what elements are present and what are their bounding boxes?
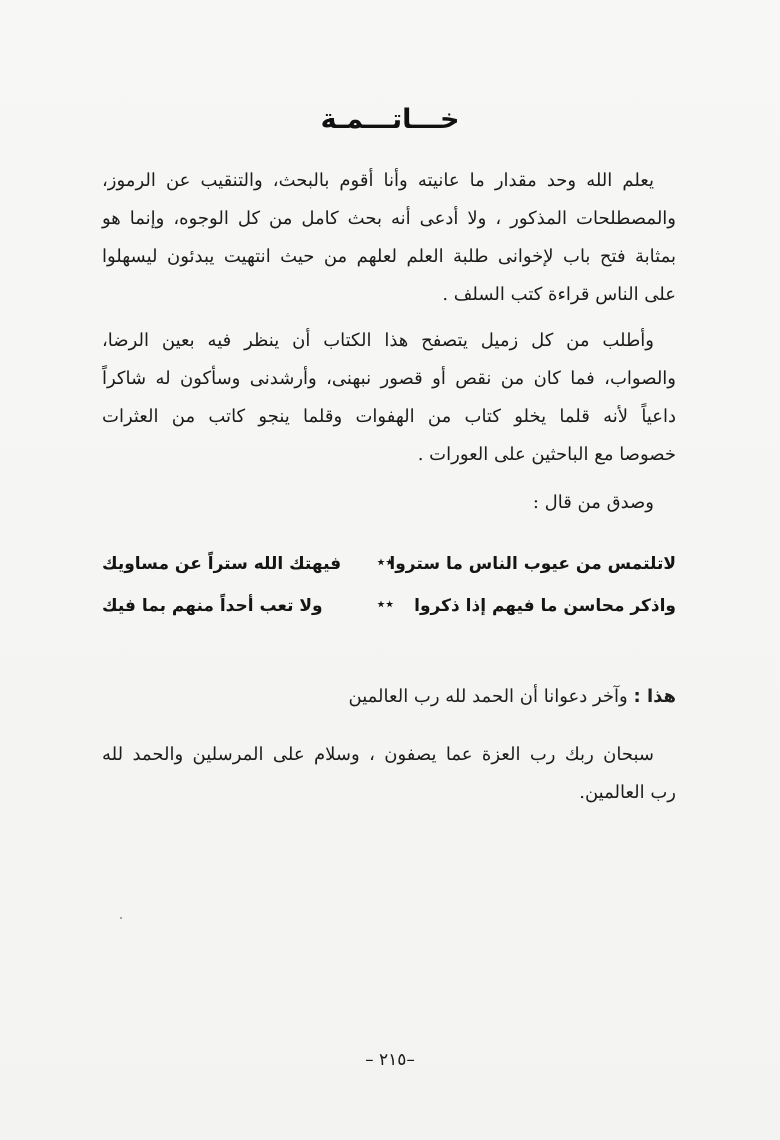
paragraph-line: خصوصا مع الباحثين على العورات . (417, 444, 676, 465)
verse-separator: ٭٭ (376, 594, 394, 613)
paragraph-effort (102, 162, 676, 314)
paragraph-line: سبحان ربك رب العزة عما يصفون ، وسلام على المرسلين والحمد لله (102, 744, 654, 765)
paragraph-line: داعياً لأنه قلما يخلو كتاب من الهفوات وقلما ينجو كاتب من العثرات (102, 406, 676, 427)
page-number: –٢١٥ – (365, 1050, 415, 1070)
paragraph-line: والمصطلحات المذكور ، ولا أدعى أنه بحث كامل من كل الوجوه، وإنما هو (102, 208, 676, 229)
poem-verse (102, 546, 676, 586)
paragraph-line: يعلم الله وحد مقدار ما عانيته وأنا أقوم بالبحث، والتنقيب عن الرموز، (102, 170, 655, 191)
paragraph-request (102, 322, 676, 474)
closing-text: وآخر دعوانا أن الحمد لله رب العالمين (348, 686, 628, 707)
paragraph-line: على الناس قراءة كتب السلف . (442, 284, 676, 305)
closing-lead: هذا : (633, 686, 676, 707)
page-title: خـــاتـــمـة (320, 104, 460, 135)
verse-second-hemistich: ولا تعب أحداً منهم بما فيك (102, 596, 323, 616)
paragraph-line: والصواب، فما كان من نقص أو قصور نبهنى، وأرشدنى وسأكون له شاكراً (102, 368, 676, 389)
verse-first-hemistich: واذكر محاسن ما فيهم إذا ذكروا (414, 596, 676, 616)
quote-intro-line: وصدق من قال : (532, 492, 654, 513)
paragraph-praise (102, 736, 676, 812)
paragraph-line: بمثابة فتح باب لإخوانى طلبة العلم لعلهم من حيث انتهيت يبدئون ليسهلوا (102, 246, 676, 267)
verse-second-hemistich: فيهتك الله ستراً عن مساويك (102, 554, 342, 574)
verse-first-hemistich: لاتلتمس من عيوب الناس ما ستروا (389, 554, 676, 574)
poem-verse (102, 588, 676, 628)
scan-speck (120, 917, 122, 919)
paragraph-line: وأطلب من كل زميل يتصفح هذا الكتاب أن ينظر فيه بعين الرضا، (102, 330, 654, 351)
paragraph-line: رب العالمين. (579, 782, 676, 803)
verse-separator: ٭٭ (376, 552, 394, 571)
quote-intro (102, 484, 676, 522)
closing-line (349, 686, 676, 707)
